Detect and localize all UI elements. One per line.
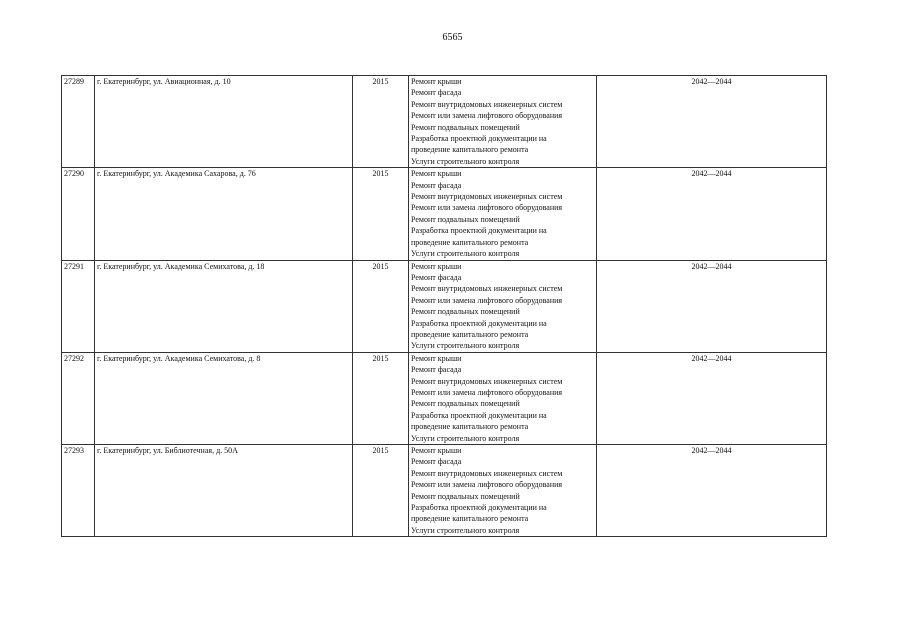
year: 2015 [353, 168, 409, 260]
works-list [409, 168, 597, 260]
work-item: Ремонт крыши [411, 77, 462, 86]
work-item: Услуги строительного контроля [411, 433, 520, 443]
work-item: Ремонт или замена лифтового оборудования [411, 387, 563, 397]
work-item: Услуги строительного контроля [411, 525, 520, 535]
year: 2015 [353, 76, 409, 168]
planned-period: 2042—2044 [597, 168, 827, 260]
work-item: Разработка проектной документации на [411, 134, 547, 144]
work-item: Ремонт крыши [411, 446, 462, 455]
work-item: Ремонт или замена лифтового оборудования [411, 111, 563, 121]
work-item: Разработка проектной документации на [411, 226, 547, 236]
work-item: Ремонт или замена лифтового оборудования [411, 295, 563, 305]
row-number: 27293 [62, 445, 95, 537]
year: 2015 [353, 352, 409, 444]
work-item: Ремонт внутридомовых инженерных систем [411, 192, 563, 202]
work-item: Ремонт внутридомовых инженерных систем [411, 468, 563, 478]
work-item: Услуги строительного контроля [411, 341, 520, 351]
table-row [62, 168, 827, 260]
work-item: Ремонт подвальных помещений [411, 399, 520, 409]
work-item: проведение капитального ремонта [411, 329, 529, 339]
row-number: 27290 [62, 168, 95, 260]
work-item: Услуги строительного контроля [411, 156, 520, 166]
works-list [409, 445, 597, 537]
year: 2015 [353, 260, 409, 352]
table-row [62, 352, 827, 444]
works-list [409, 352, 597, 444]
building-address: г. Екатеринбург, ул. Авиационная, д. 10 [95, 76, 353, 168]
work-item: Ремонт фасада [411, 180, 462, 190]
work-item: Ремонт или замена лифтового оборудования [411, 480, 563, 490]
work-item: Ремонт крыши [411, 353, 462, 363]
work-item: Разработка проектной документации на [411, 318, 547, 328]
works-list [409, 260, 597, 352]
work-item: проведение капитального ремонта [411, 237, 529, 247]
work-item: Ремонт подвальных помещений [411, 214, 520, 224]
work-item: Ремонт фасада [411, 457, 462, 467]
table-row [62, 445, 827, 537]
work-item: проведение капитального ремонта [411, 422, 529, 432]
planned-period: 2042—2044 [597, 260, 827, 352]
repair-schedule-table [61, 75, 827, 537]
row-number: 27289 [62, 76, 95, 168]
work-item: проведение капитального ремонта [411, 514, 529, 524]
table-row [62, 76, 827, 168]
planned-period: 2042—2044 [597, 352, 827, 444]
work-item: Ремонт подвальных помещений [411, 122, 520, 132]
work-item: Услуги строительного контроля [411, 249, 520, 259]
row-number: 27291 [62, 260, 95, 352]
work-item: проведение капитального ремонта [411, 145, 529, 155]
work-item: Ремонт крыши [411, 261, 462, 271]
row-number: 27292 [62, 352, 95, 444]
building-address: г. Екатеринбург, ул. Академика Семихатова, д. 8 [95, 352, 353, 444]
building-address: г. Екатеринбург, ул. Академика Сахарова, д. 76 [95, 168, 353, 260]
work-item: Ремонт фасада [411, 272, 462, 282]
work-item: Ремонт фасада [411, 365, 462, 375]
work-item: Ремонт крыши [411, 169, 462, 179]
work-item: Ремонт внутридомовых инженерных систем [411, 284, 563, 294]
year: 2015 [353, 445, 409, 537]
building-address: г. Екатеринбург, ул. Академика Семихатова, д. 18 [95, 260, 353, 352]
work-item: Ремонт внутридомовых инженерных систем [411, 376, 563, 386]
planned-period: 2042—2044 [597, 76, 827, 168]
work-item: Ремонт фасада [411, 88, 462, 98]
work-item: Ремонт внутридомовых инженерных систем [411, 99, 563, 109]
table-row [62, 260, 827, 352]
work-item: Ремонт подвальных помещений [411, 491, 520, 501]
page-number: 6565 [442, 32, 463, 43]
work-item: Разработка проектной документации на [411, 410, 547, 420]
work-item: Разработка проектной документации на [411, 503, 547, 513]
building-address: г. Екатеринбург, ул. Библиотечная, д. 50А [95, 445, 353, 537]
work-item: Ремонт или замена лифтового оборудования [411, 203, 563, 213]
planned-period: 2042—2044 [597, 445, 827, 537]
works-list [409, 76, 597, 168]
work-item: Ремонт подвальных помещений [411, 307, 520, 317]
